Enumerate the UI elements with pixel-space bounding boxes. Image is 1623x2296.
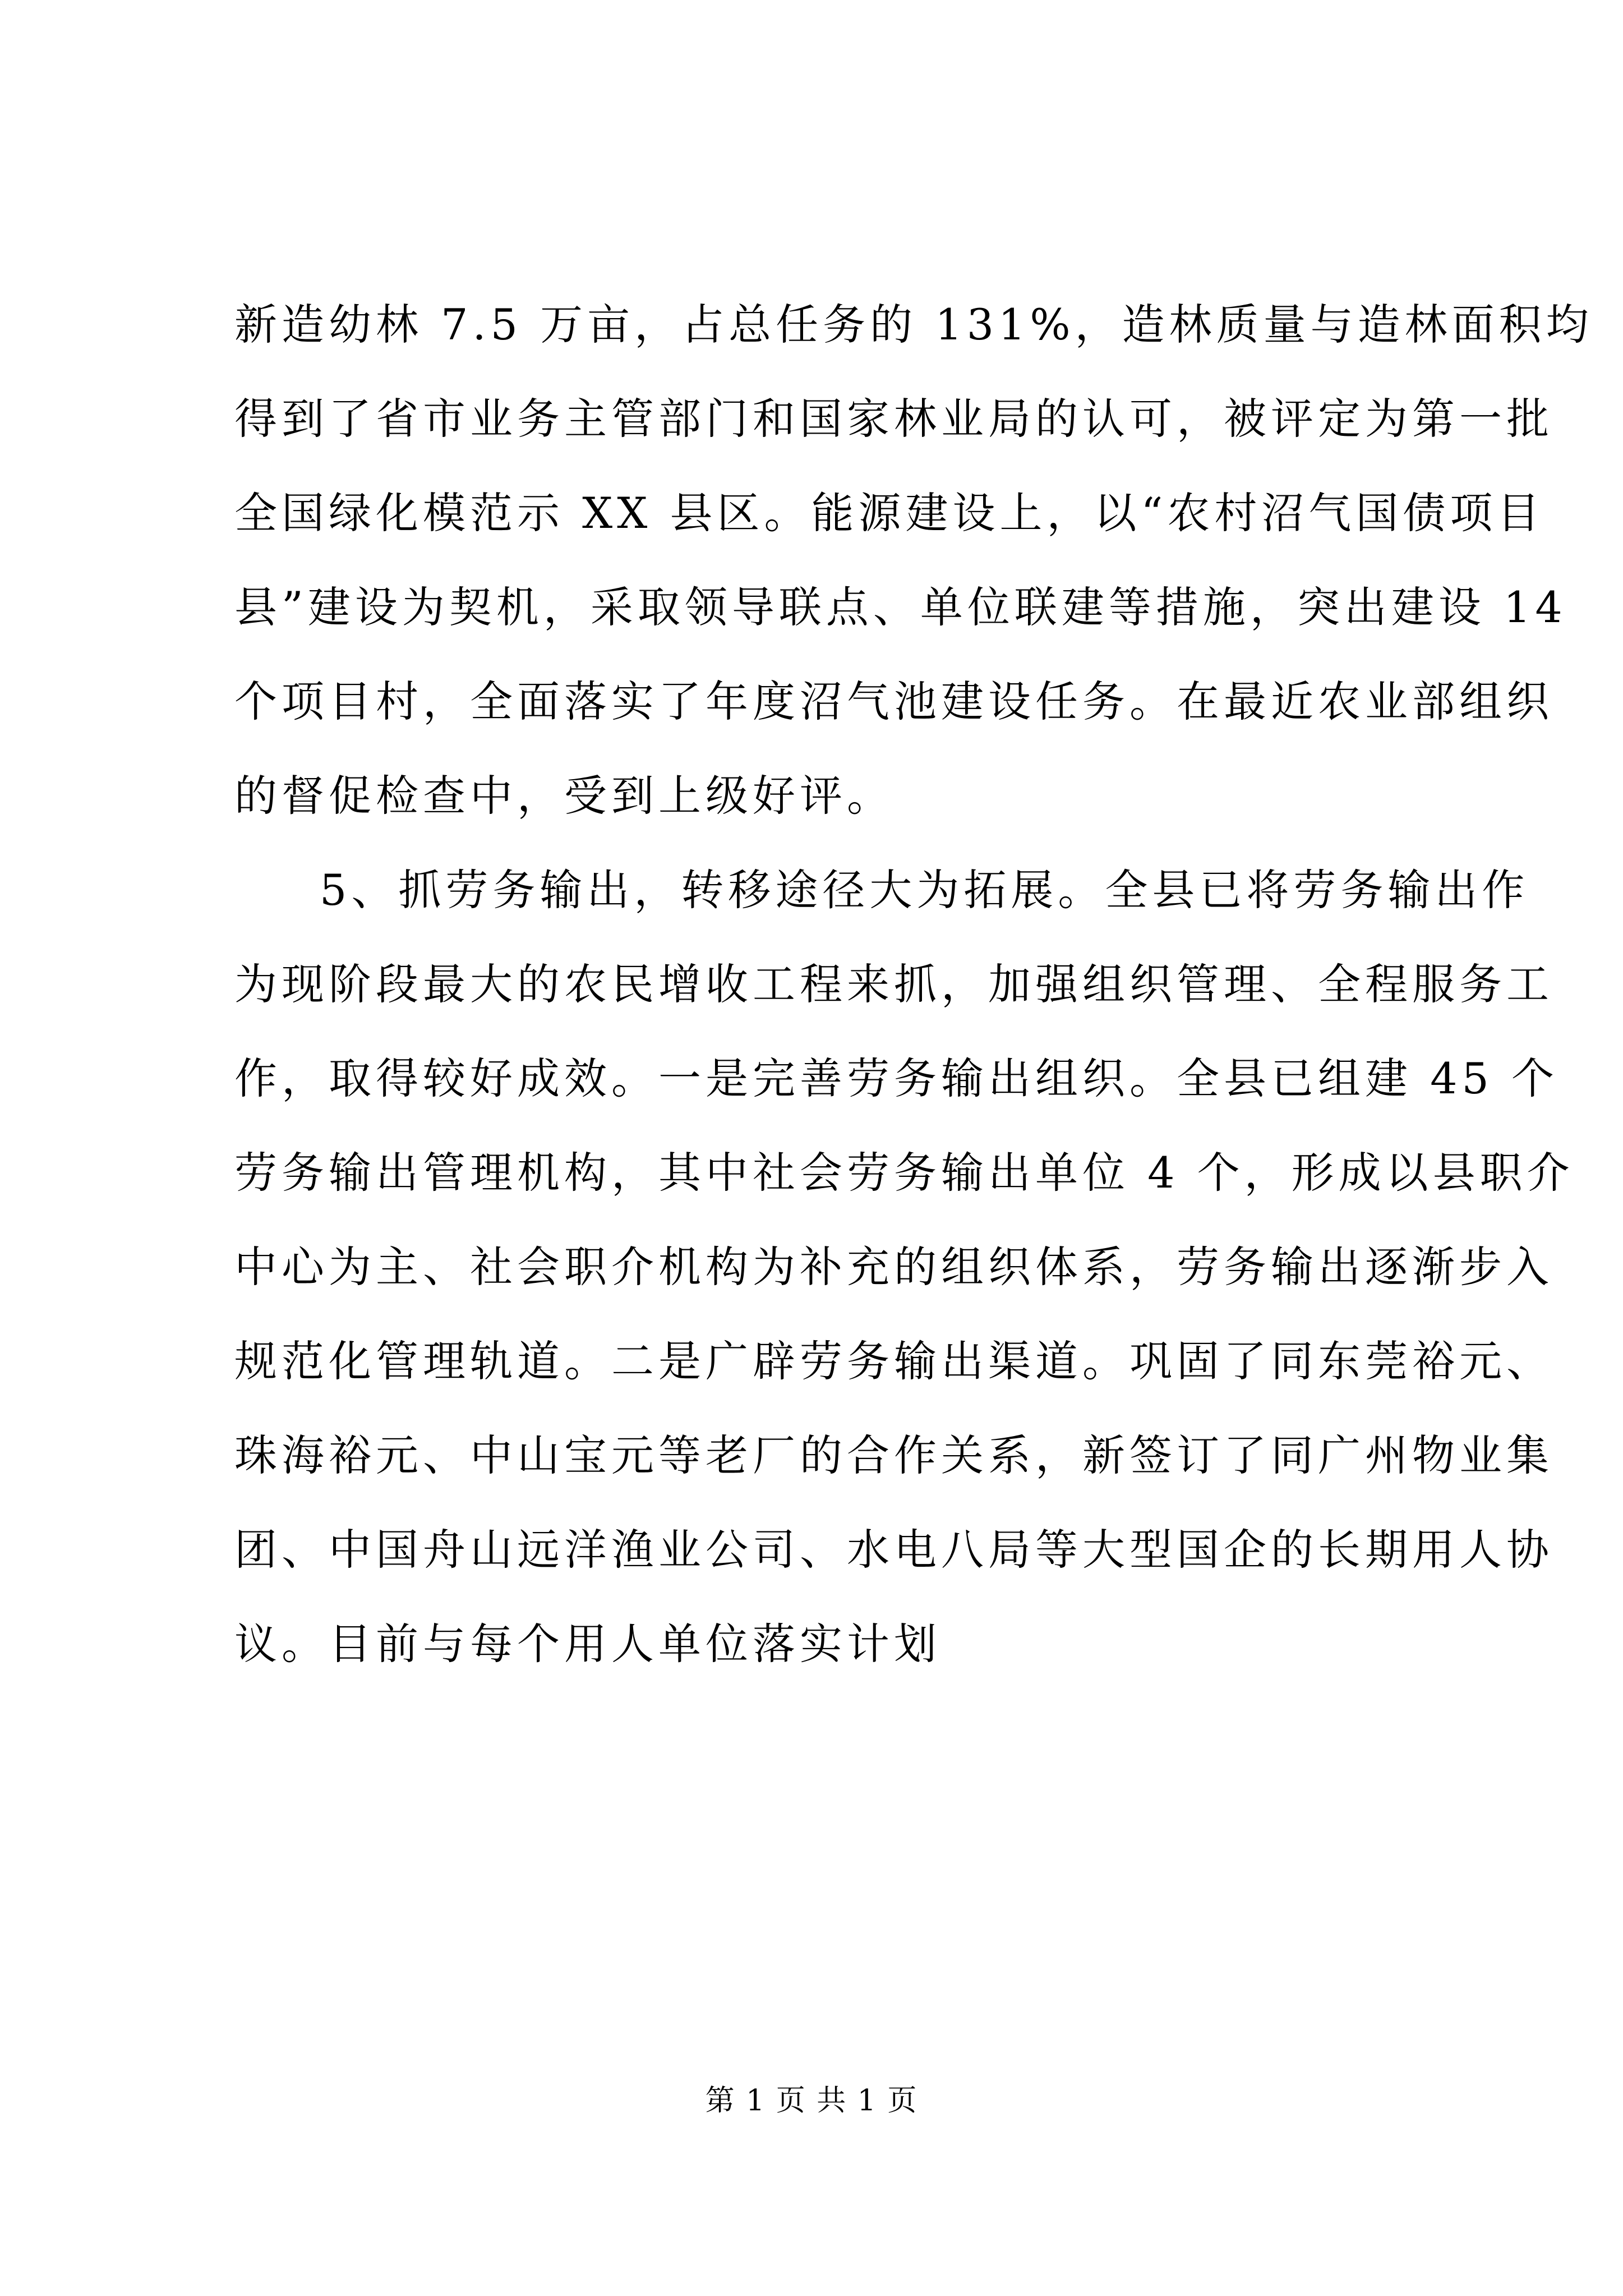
body-text — [234, 278, 1593, 1691]
text-line: 珠海裕元、中山宝元等老厂的合作关系，新签订了同广州物业集 — [234, 1430, 1553, 1480]
text-line: 中心为主、社会职介机构为补充的组织体系，劳务输出逐渐步入 — [234, 1242, 1553, 1292]
text-line: 的督促检查中，受到上级好评。 — [234, 771, 894, 821]
text-line: 议。目前与每个用人单位落实计划 — [234, 1619, 941, 1669]
page-footer: 第 1 页 共 1 页 — [705, 2084, 918, 2118]
text-line: 个项目村，全面落实了年度沼气池建设任务。在最近农业部组织 — [234, 677, 1553, 726]
paragraph-start-line: 5、抓劳务输出，转移途径大为拓展。全县已将劳务输出作 — [320, 865, 1529, 915]
text-line: 规范化管理轨道。二是广辟劳务输出渠道。巩固了同东莞裕元、 — [234, 1336, 1553, 1386]
text-line: 为现阶段最大的农民增收工程来抓，加强组织管理、全程服务工 — [234, 959, 1553, 1009]
text-line: 团、中国舟山远洋渔业公司、水电八局等大型国企的长期用人协 — [234, 1525, 1553, 1575]
text-line: 得到了省市业务主管部门和国家林业局的认可，被评定为第一批 — [234, 394, 1553, 444]
text-line: 劳务输出管理机构，其中社会劳务输出单位 4 个，形成以县职介 — [234, 1148, 1574, 1198]
text-line: 新造幼林 7.5 万亩，占总任务的 131%，造林质量与造林面积均 — [234, 300, 1593, 349]
text-line: 作，取得较好成效。一是完善劳务输出组织。全县已组建 45 个 — [234, 1053, 1559, 1103]
text-line: 县”建设为契机，采取领导联点、单位联建等措施，突出建设 14 — [234, 582, 1567, 632]
text-line: 全国绿化模范示 XX 县区。能源建设上，以“农村沼气国债项目 — [234, 488, 1544, 538]
